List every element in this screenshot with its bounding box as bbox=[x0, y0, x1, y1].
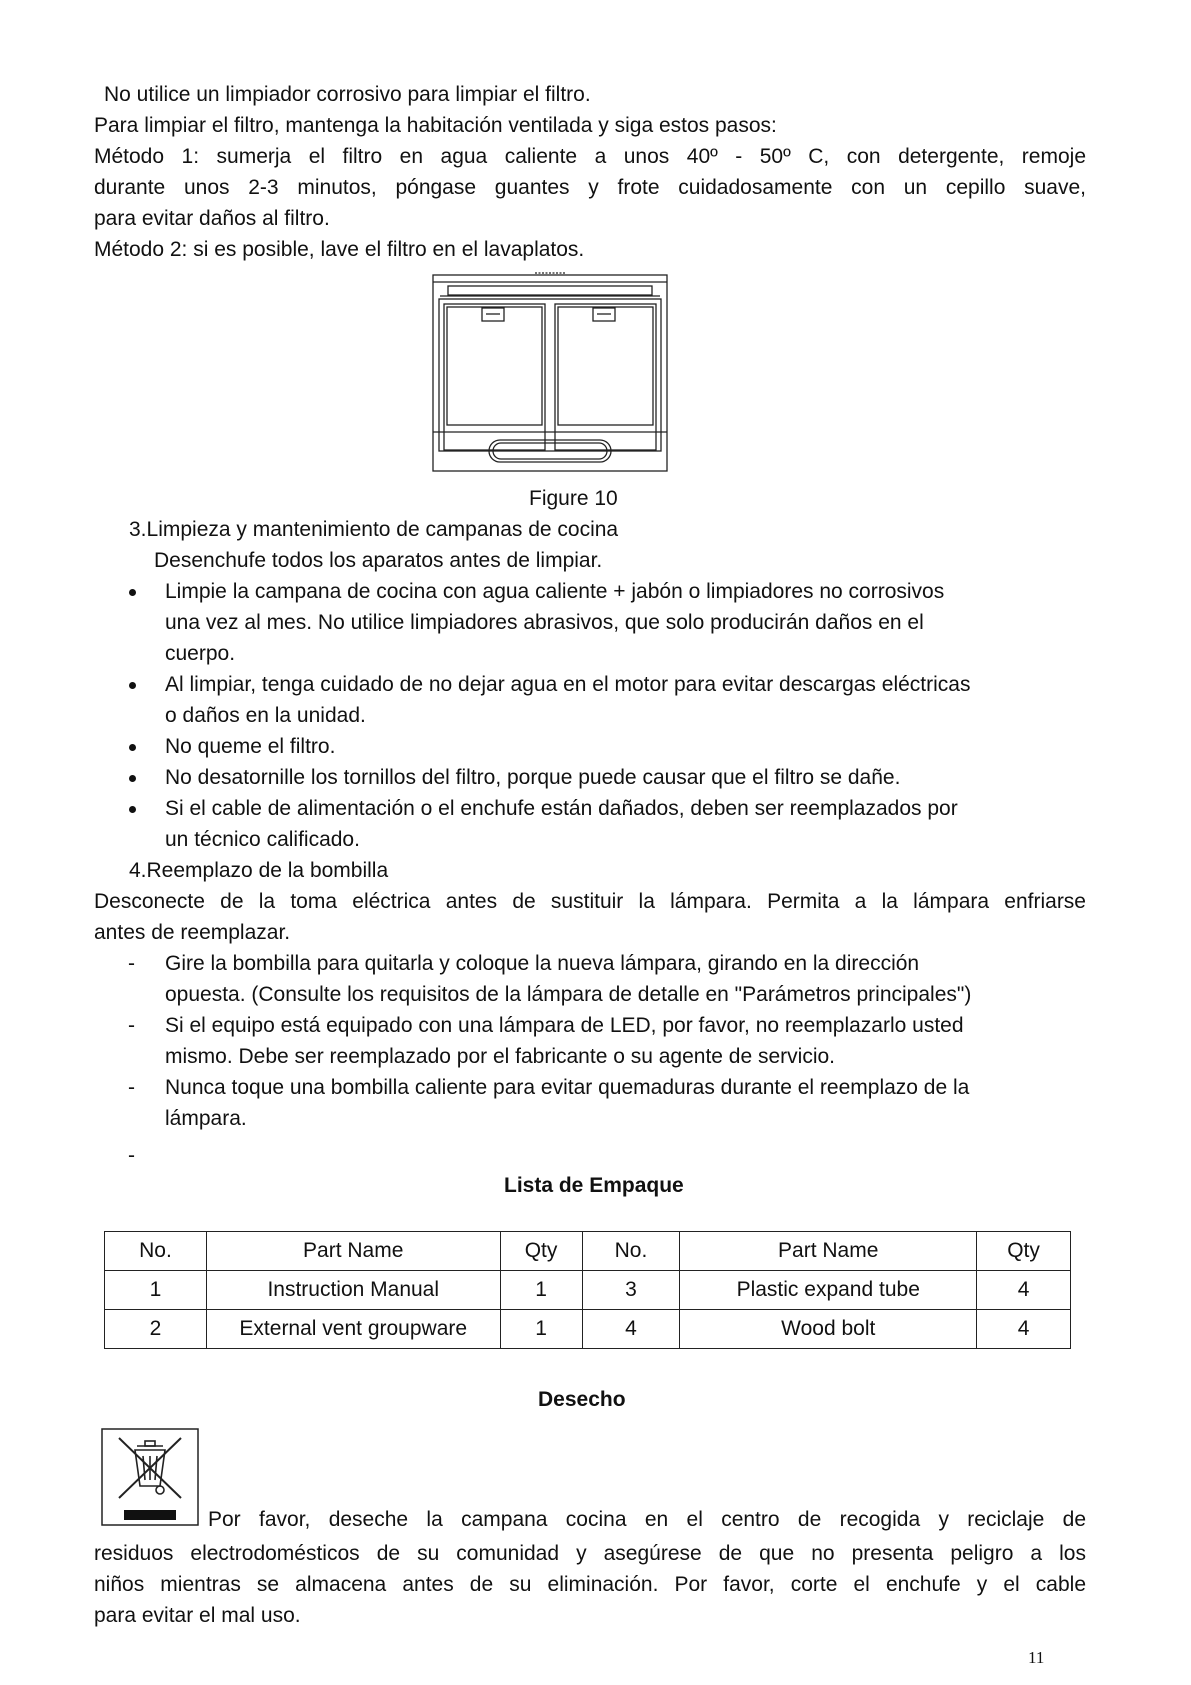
table-cell: Plastic expand tube bbox=[680, 1271, 977, 1310]
bullet1-line3: cuerpo. bbox=[165, 642, 236, 665]
item1-line1: Gire la bombilla para quitarla y coloque la nueva lámpara, girando en la dirección bbox=[165, 952, 920, 975]
bullet5-line1: Si el cable de alimentación o el enchufe están dañados, deben ser reemplazados por bbox=[165, 797, 958, 820]
disposal-line2: residuos electrodomésticos de su comunidad y asegúrese de que no presenta peligro a los bbox=[94, 1542, 1086, 1565]
disposal-line3: niños mientras se almacena antes de su eliminación. Por favor, corte el enchufe y el cable bbox=[94, 1573, 1086, 1596]
dash-marker: - bbox=[128, 1014, 135, 1037]
header-cell: Qty bbox=[500, 1232, 582, 1271]
bullet-icon bbox=[129, 589, 136, 596]
bullet3-line1: No queme el filtro. bbox=[165, 735, 336, 758]
table-cell: 3 bbox=[582, 1271, 680, 1310]
section4-intro-line2: antes de reemplazar. bbox=[94, 921, 291, 944]
dash-marker: - bbox=[128, 1076, 135, 1099]
item3-line2: lámpara. bbox=[165, 1107, 247, 1130]
disposal-line4: para evitar el mal uso. bbox=[94, 1604, 301, 1627]
figure-caption: Figure 10 bbox=[529, 487, 618, 510]
item2-line1: Si el equipo está equipado con una lámpara de LED, por favor, no reemplazarlo usted bbox=[165, 1014, 964, 1037]
section3-intro: Desenchufe todos los aparatos antes de limpiar. bbox=[154, 549, 603, 572]
table-header-row bbox=[105, 1232, 1071, 1271]
method2: Método 2: si es posible, lave el filtro en el lavaplatos. bbox=[94, 238, 585, 261]
item3-line1: Nunca toque una bombilla caliente para evitar quemaduras durante el reemplazo de la bbox=[165, 1076, 970, 1099]
header-cell: No. bbox=[105, 1232, 207, 1271]
item2-line2: mismo. Debe ser reemplazado por el fabricante o su agente de servicio. bbox=[165, 1045, 836, 1068]
bullet-icon bbox=[129, 775, 136, 782]
table-cell: 4 bbox=[977, 1310, 1071, 1349]
bullet2-line1: Al limpiar, tenga cuidado de no dejar agua en el motor para evitar descargas eléctricas bbox=[165, 673, 971, 696]
table-cell: Wood bolt bbox=[680, 1310, 977, 1349]
header-cell: Qty bbox=[977, 1232, 1071, 1271]
filter-steps-intro: Para limpiar el filtro, mantenga la habitación ventilada y siga estos pasos: bbox=[94, 114, 777, 137]
section3-title: 3.Limpieza y mantenimiento de campanas de cocina bbox=[129, 518, 619, 541]
crossed-bin-icon bbox=[101, 1428, 199, 1526]
item1-line2: opuesta. (Consulte los requisitos de la lámpara de detalle en "Parámetros principales") bbox=[165, 983, 972, 1006]
table-row bbox=[105, 1271, 1071, 1310]
dash-marker: - bbox=[128, 1144, 135, 1167]
table-cell: 1 bbox=[500, 1271, 582, 1310]
packing-list-title: Lista de Empaque bbox=[504, 1174, 684, 1197]
bullet-icon bbox=[129, 744, 136, 751]
table-cell: 1 bbox=[105, 1271, 207, 1310]
dash-marker: - bbox=[128, 952, 135, 975]
method1-line3: para evitar daños al filtro. bbox=[94, 207, 330, 230]
table-cell: 1 bbox=[500, 1310, 582, 1349]
method1-line2: durante unos 2-3 minutos, póngase guantes y frote cuidadosamente con un cepillo suave, bbox=[94, 176, 1086, 199]
bullet4-line1: No desatornille los tornillos del filtro, porque puede causar que el filtro se dañe. bbox=[165, 766, 901, 789]
table-cell: 2 bbox=[105, 1310, 207, 1349]
section4-intro-line1: Desconecte de la toma eléctrica antes de sustituir la lámpara. Permita a la lámpara enfriarse bbox=[94, 890, 1086, 913]
bullet1-line2: una vez al mes. No utilice limpiadores abrasivos, que solo producirán daños en el bbox=[165, 611, 924, 634]
method1-line1: Método 1: sumerja el filtro en agua caliente a unos 40º - 50º C, con detergente, remoje bbox=[94, 145, 1086, 168]
range-hood-filter-figure bbox=[432, 272, 668, 472]
header-cell: Part Name bbox=[680, 1232, 977, 1271]
table-cell: External vent groupware bbox=[206, 1310, 500, 1349]
table-cell: 4 bbox=[582, 1310, 680, 1349]
bullet-icon bbox=[129, 806, 136, 813]
bullet-icon bbox=[129, 682, 136, 689]
packing-list-table bbox=[104, 1231, 1071, 1349]
page-number: 11 bbox=[1028, 1648, 1045, 1667]
header-cell: No. bbox=[582, 1232, 680, 1271]
disposal-line1: Por favor, deseche la campana cocina en el centro de recogida y reciclaje de bbox=[208, 1508, 1086, 1531]
bullet2-line2: o daños en la unidad. bbox=[165, 704, 366, 727]
table-cell: Instruction Manual bbox=[206, 1271, 500, 1310]
filter-intro: No utilice un limpiador corrosivo para limpiar el filtro. bbox=[104, 83, 591, 106]
section4-title: 4.Reemplazo de la bombilla bbox=[129, 859, 389, 882]
bullet5-line2: un técnico calificado. bbox=[165, 828, 360, 851]
bullet1-line1: Limpie la campana de cocina con agua caliente + jabón o limpiadores no corrosivos bbox=[165, 580, 945, 603]
disposal-title: Desecho bbox=[538, 1388, 626, 1411]
header-cell: Part Name bbox=[206, 1232, 500, 1271]
table-cell: 4 bbox=[977, 1271, 1071, 1310]
table-row bbox=[105, 1310, 1071, 1349]
